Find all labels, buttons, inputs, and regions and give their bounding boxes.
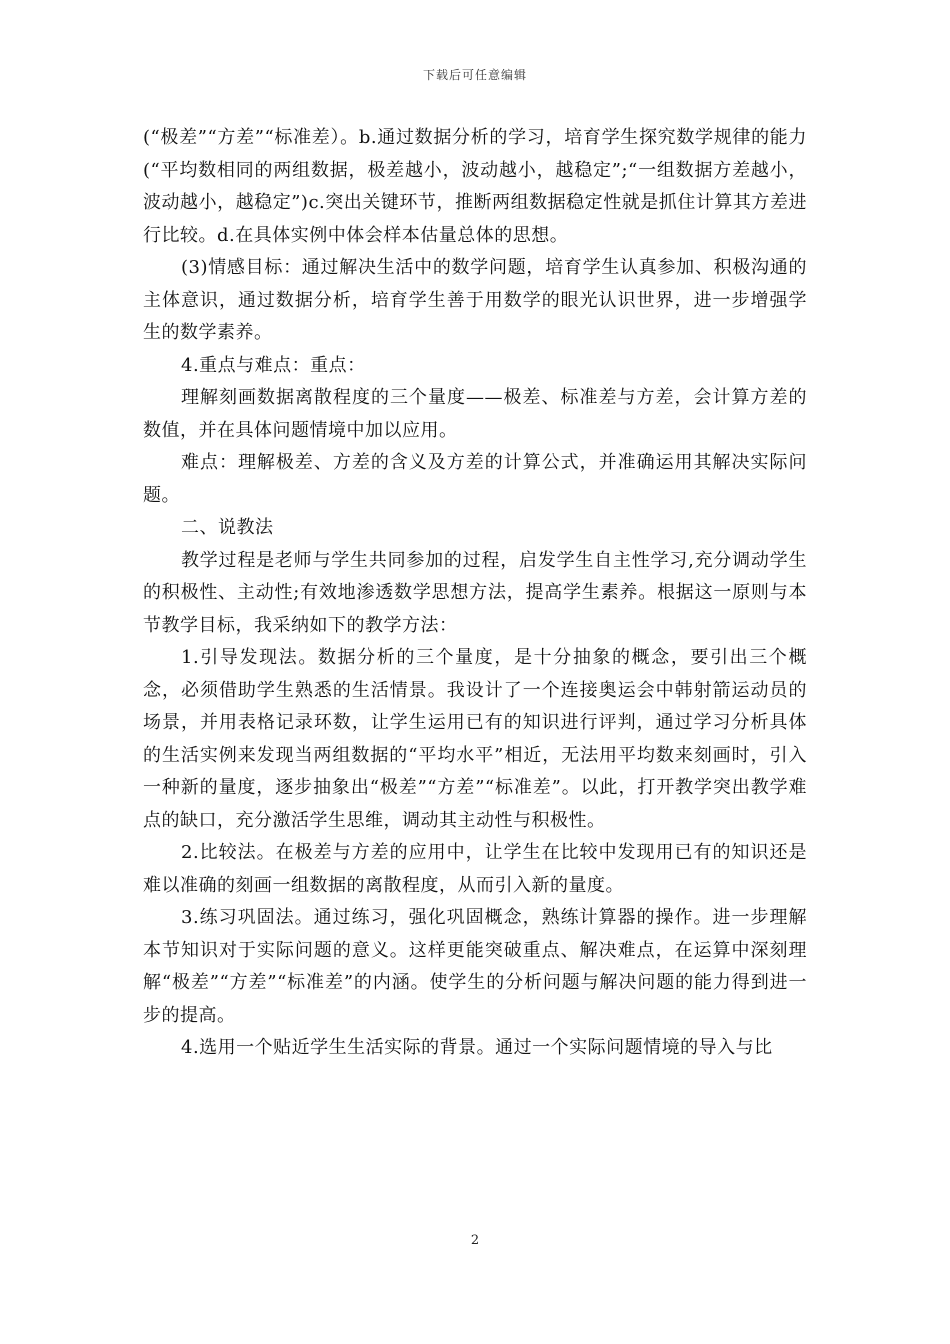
document-body bbox=[143, 122, 807, 1065]
page-header: 下载后可任意编辑 bbox=[422, 68, 527, 82]
paragraph-method-guided-discovery: 1.引导发现法。数据分析的三个量度，是十分抽象的概念，要引出三个概念，必须借助学生熟悉的生活情景。我设计了一个连接奥运会中韩射箭运动员的场景，并用表格记录环数，让学生运用已有的知识进行评判，通过学习分析具体的生活实例来发现当两组数据的“平均水平”相近，无法用平均数来刻画时，引入一种新的量度，逐步抽象出“极差”“方差”“标准差”。以此，打开教学突出教学难点的缺口，充分激活学生思维，调动其主动性与积极性。 bbox=[143, 647, 807, 831]
section-heading-teaching-method: 二、说教法 bbox=[181, 517, 274, 538]
paragraph-teaching-intro: 教学过程是老师与学生共同参加的过程，启发学生自主性学习,充分调动学生的积极性、主动性;有效地渗透数学思想方法，提高学生素养。根据这一原则与本节教学目标，我采纳如下的教学方法： bbox=[143, 549, 807, 636]
paragraph-method-comparison: 2.比较法。在极差与方差的应用中，让学生在比较中发现用已有的知识还是难以准确的刻画一组数据的离散程度，从而引入新的量度。 bbox=[143, 842, 807, 896]
paragraph-key-points: 理解刻画数据离散程度的三个量度——极差、标准差与方差，会计算方差的数值，并在具体问题情境中加以应用。 bbox=[143, 387, 807, 441]
paragraph-key-points-heading: 4.重点与难点：重点： bbox=[181, 354, 366, 376]
paragraph-method-background: 4.选用一个贴近学生生活实际的背景。通过一个实际问题情境的导入与比 bbox=[181, 1037, 773, 1058]
paragraph-emotional-goal: (3)情感目标：通过解决生活中的数学问题，培育学生认真参加、积极沟通的主体意识，通过数据分析，培育学生善于用数学的眼光认识世界，进一步增强学生的数学素养。 bbox=[143, 257, 807, 343]
paragraph-goals-continued: (“极差”“方差”“标准差）。b.通过数据分析的学习，培育学生探究数学规律的能力(“平均数相同的两组数据，极差越小，波动越小，越稳定”;“一组数据方差越小，波动越小，越稳定”)c.突出关键环节，推断两组数据稳定性就是抓住计算其方差进行比较。d.在具体实例中体会样本估量总体的思想。 bbox=[143, 127, 807, 246]
paragraph-method-practice: 3.练习巩固法。通过练习，强化巩固概念，熟练计算器的操作。进一步理解本节知识对于实际问题的意义。这样更能突破重点、解决难点，在运算中深刻理解“极差”“方差”“标准差”的内涵。使学生的分析问题与解决问题的能力得到进一步的提高。 bbox=[143, 907, 807, 1026]
paragraph-difficulties: 难点：理解极差、方差的含义及方差的计算公式，并准确运用其解决实际问题。 bbox=[143, 452, 807, 506]
page-number: 2 bbox=[470, 1233, 480, 1248]
